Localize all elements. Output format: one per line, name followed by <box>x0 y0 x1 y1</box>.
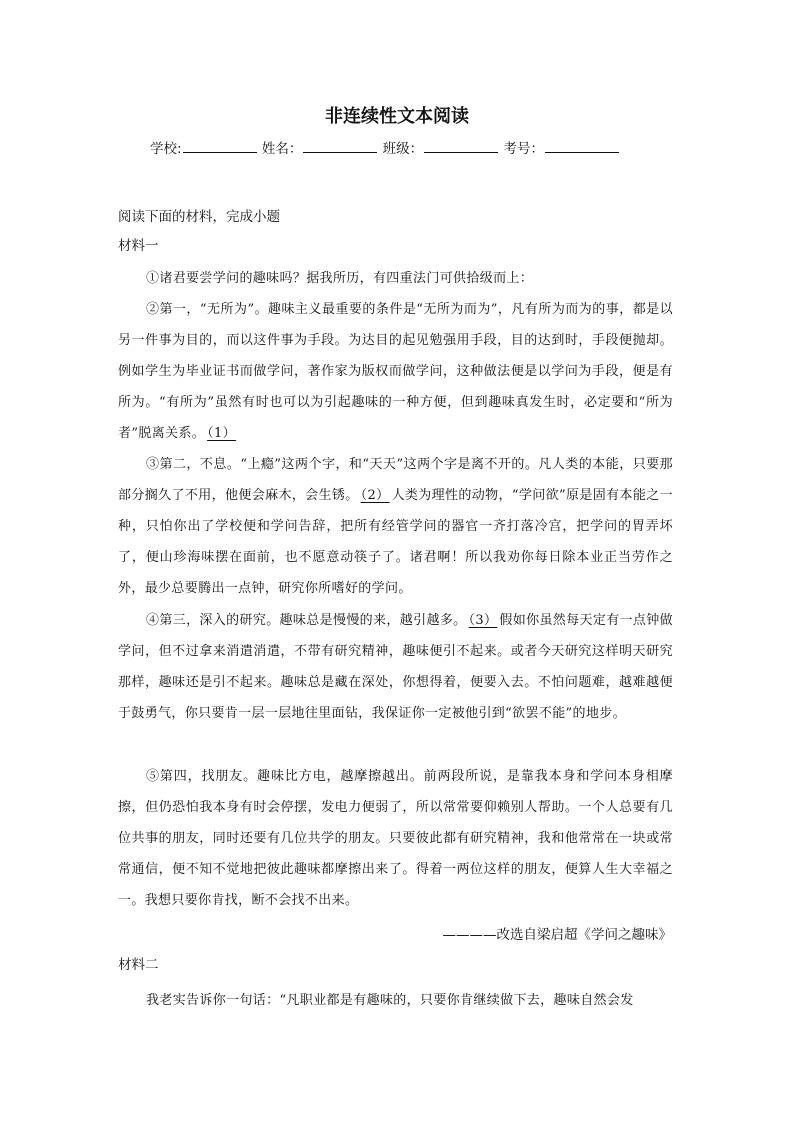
paragraph-2 <box>118 294 673 449</box>
gap-1: （1） <box>207 426 236 441</box>
paragraph-5: ⑤第四，找朋友。趣味比方电，越摩擦越出。前两段所说，是靠我本身和学问本身相摩擦，但仍恐怕我本身有时会停摆，发电力便弱了，所以常常要仰赖别人帮助。一个人总要有几位共事的朋友，同时还要有几位共学的朋友。只要彼此都有研究精神，我和他常常在一块或常常通信，便不知不觉地把彼此趣味都摩擦出来了。得着一两位这样的朋友，便算人生大幸福之一。我想只要你肯找，断不会找不出来。 <box>118 769 673 908</box>
name-blank <box>303 138 377 153</box>
class-blank <box>424 138 498 153</box>
document-title: 非连续性文本阅读 <box>325 106 469 127</box>
material-two-paragraph-1: 我老实告诉你一句话：“凡职业都是有趣味的，只要你肯继续做下去，趣味自然会发 <box>146 993 634 1008</box>
paragraph-4-text-b: 假如你虽然每天定有一点钟做学问，但不过拿来消遣消遣，不带有研究精神，趣味便引不起来。或者今天研究这样明天研究那样，趣味还是引不起来。趣味总是藏在深处，你想得着，便要入去。不怕问题难，越难越便于鼓勇气，你只要肯一层一层地往里面钻，我保证你一定被他引到“欲罢不能”的地步。 <box>118 613 673 721</box>
exam-number-label: 考号： <box>503 141 544 157</box>
paragraph-4-text-a: ④第三，深入的研究。趣味总是慢慢的来，越引越多。 <box>146 613 467 628</box>
paragraph-2-text: ②第一，“无所为”。趣味主义最重要的条件是“无所为而为”，凡有所为而为的事，都是以另一件事为目的，而以这件事为手段。为达目的起见勉强用手段，目的达到时，手段便抛却。例如学生为毕业证书而做学问，著作家为版权而做学问，这种做法便是以学问为手段，便是有所为。“有所为”虽然有时也可以为引起趣味的一种方便，但到趣味真发生时，必定要和“所为者”脱离关系。 <box>118 302 673 441</box>
student-info-line <box>150 138 620 159</box>
paragraph-3 <box>118 449 673 604</box>
gap-2: （2） <box>360 488 390 503</box>
source-citation: ————改选自梁启超《学问之趣味》 <box>442 927 672 943</box>
school-blank <box>183 138 257 153</box>
paragraph-3-text-a: ③第二，不息。“上瘾”这两个字，和“天天”这两个字是离不开的。凡人类的本能，只要那部分搁久了不用，他便会麻木，会生锈。 <box>118 457 673 503</box>
material-one-heading: 材料一 <box>118 238 159 254</box>
paragraph-3-text-b: 人类为理性的动物，“学问欲”原是固有本能之一种，只怕你出了学校便和学问告辞，把所有经管学问的器官一齐打落冷宫，把学问的胃弄坏了，便山珍海味摆在面前，也不愿意动筷子了。诸君啊！所以我劝你每日除本业正当劳作之外，最少总要腾出一点钟，研究你所嗜好的学问。 <box>118 488 673 596</box>
instruction-text: 阅读下面的材料，完成小题 <box>118 209 280 225</box>
paragraph-4 <box>118 605 673 729</box>
exam-number-blank <box>545 138 619 153</box>
class-label: 班级： <box>382 141 424 157</box>
name-label: 姓名： <box>261 141 303 157</box>
paragraph-1: ①诸君要尝学问的趣味吗？据我所历，有四重法门可供拾级而上： <box>146 271 534 286</box>
gap-3: （3） <box>468 613 498 628</box>
material-two-heading: 材料二 <box>118 957 159 973</box>
school-label: 学校: <box>150 141 182 157</box>
